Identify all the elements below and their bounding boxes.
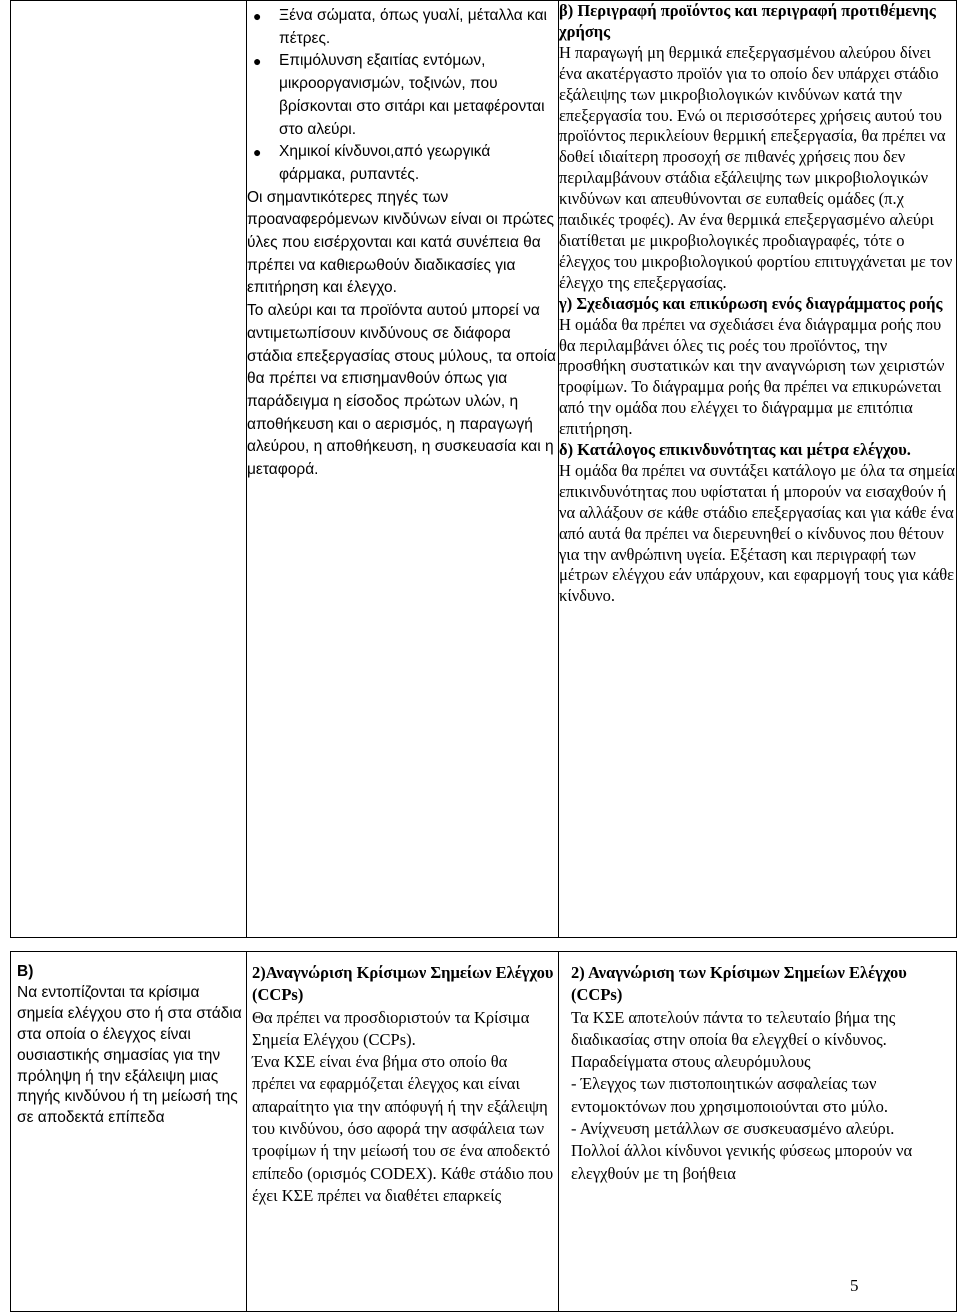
top-table — [10, 0, 957, 938]
section-beta-text: Η παραγωγή μη θερμικά επεξεργασμένου αλεύρου δίνει ένα ακατέργαστο προϊόν για το οποίο δεν υπάρχει στάδιο εξάλειψης των μικροβιολογικών κινδύνων κατά την επεξεργασία του. Ενώ οι περισσότερες χρήσεις αυτού του προϊόντος περικλείουν θερμική επεξεργασία, θα πρέπει να δοθεί ιδιαίτερη προσοχή σε πιθανές χρήσεις που δεν περιλαμβάνουν στάδια εξάλειψης των μικροβιολογικών κινδύνων και απευθύνονται σε ευπαθείς ομάδες (π.χ παιδικές τροφές). Αν ένα θερμικά επεξεργασμένο αλεύρι διατίθεται με μικροβιολογικές προδιαγραφές, τότε ο έλεγχος του μικροβιολογικού φορτίου επιτυγχάνεται με τον έλεγχο της επεξεργασίας. — [559, 42, 953, 292]
bullet-dot-icon: ● — [253, 144, 262, 161]
ccp-examples-text-2: Πολλοί άλλοι κίνδυνοι γενικής φύσεως μπορούν να ελεγχθούν με τη βοήθεια — [571, 1141, 913, 1183]
page-number: 5 — [850, 1276, 859, 1295]
bullet-dot-icon: ● — [253, 53, 262, 70]
principle-text: Να εντοπίζονται τα κρίσιμα σημεία ελέγχου στο ή στα στάδια στα οποία ο έλεγχος είναι ουσιαστικής σημασίας για την πρόληψη ή την εξάλειψη μιας πηγής κινδύνου ή τη μείωσή της σε αποδεκτά επίπεδα — [17, 983, 242, 1127]
paragraph-flour-risks: Το αλεύρι και τα προϊόντα αυτού μπορεί να αντιμετωπίσουν κινδύνους σε διάφορα στάδια επεξεργασίας στους μύλους, τα οποία θα πρέπει να επισημανθούν όπως για παράδειγμα η είσοδος πρώτων υλών, η αποθήκευση και ο αερισμός, η παραγωγή αλεύρου, η αποθήκευση, η συσκευασία και η μεταφορά. — [247, 302, 556, 479]
ccp-examples-heading: 2) Αναγνώριση των Κρίσιμων Σημείων Ελέγχου (CCPs) — [571, 963, 907, 1005]
ccp-text-1: Θα πρέπει να προσδιοριστούν τα Κρίσιμα Σημεία Ελέγχου (CCPs). — [252, 1007, 530, 1049]
ccp-examples-cell — [559, 952, 957, 1312]
description-cell — [559, 1, 957, 938]
ccp-example-item-2: - Ανίχνευση μετάλλων σε συσκευασμένο αλεύρι. — [571, 1119, 895, 1139]
ccp-text-2: Ένα ΚΣΕ είναι ένα βήμα στο οποίο θα πρέπει να εφαρμόζεται έλεγχος και είναι απαραίτητο για την απόφυγή ή την εξάλειψη του κινδύνου, όσο αφορά την ασφάλεια των τροφίμων ή την μείωσή του σε ένα αποδεκτό επίπεδο (ορισμός CODEX). Κάθε στάδιο που έχει ΚΣΕ πρέπει να διαθέτει επαρκείς — [252, 1052, 554, 1205]
bottom-table — [10, 951, 957, 1312]
bullet-dot-icon: ● — [253, 8, 262, 24]
section-delta-text: Η ομάδα θα πρέπει να συντάξει κατάλογο με όλα τα σημεία επικινδυνότητας που υφίσταται ή μπορούν να εισαχθούν ή να αλλάξουν σε κάθε στάδιο επεξεργασίας και για κάθε ένα από αυτά θα πρέπει να διερευνηθεί ο κίνδυνος που θέτουν για την ανθρώπινη υγεία. Εξέταση και περιγραφή των μέτρων ελέγχου εάν υπάρχουν, και εφαρμογή τους για κάθε κίνδυνο. — [559, 460, 955, 606]
ccp-heading: 2)Αναγνώριση Κρίσιμων Σημείων Ελέγχου (CCPs) — [252, 963, 554, 1005]
bullet-item: ● Επιμόλυνση εξαιτίας εντόμων, μικροοργανισμών, τοξινών, που βρίσκονται στο σιτάρι και μεταφέρονται στο αλεύρι. — [253, 52, 545, 138]
top-empty-cell — [11, 1, 247, 938]
bullet-item: ● Ξένα σώματα, όπως γυαλί, μέταλλα και πέτρες. — [253, 7, 547, 47]
section-gamma-text: Η ομάδα θα πρέπει να σχεδιάσει ένα διάγραμμα ροής που θα περιλαμβάνει όλες τις ροές του προϊόντος, την προσθήκη συστατικών και την αναγνώριση των χειριστών τροφίμων. Το διάγραμμα ροής θα πρέπει να επικυρώνεται από την ομάδα που ελέγχει το διάγραμμα με επιτόπια επιτήρηση. — [559, 314, 945, 439]
ccp-example-item-1: - Έλεγχος των πιστοποιητικών ασφαλείας των εντομοκτόνων που χρησιμοποιούνται στο μύλο. — [571, 1074, 888, 1116]
bullet-item: ● Χημικοί κίνδυνοι,από γεωργικά φάρμακα, ρυπαντές. — [253, 143, 491, 183]
section-beta-heading: β) Περιγραφή προϊόντος και περιγραφή προτιθέμενης χρήσης — [559, 1, 936, 41]
ccp-identification-cell — [247, 952, 559, 1312]
paragraph-sources: Οι σημαντικότερες πηγές των προαναφερόμενων κινδύνων είναι οι πρώτες ύλες που εισέρχονται και κατά συνέπεια θα πρέπει να καθιερωθούν διαδικασίες για επιτήρηση και έλεγχο. — [247, 188, 554, 297]
section-gamma-heading: γ) Σχεδιασμός και επικύρωση ενός διαγράμματος ροής — [559, 293, 943, 313]
hazards-cell — [247, 1, 559, 938]
principle-heading: Β) — [17, 963, 34, 980]
hazard-bullets — [247, 5, 558, 187]
section-delta-heading: δ) Κατάλογος επικινδυνότητας και μέτρα ελέγχου. — [559, 440, 911, 460]
ccp-examples-text-1: Τα ΚΣΕ αποτελούν πάντα το τελευταίο βήμα της διαδικασίας στην οποία θα ελεγχθεί ο κίνδυνος. Παραδείγματα στους αλευρόμυλους — [571, 1007, 896, 1072]
principle-cell — [11, 952, 247, 1312]
